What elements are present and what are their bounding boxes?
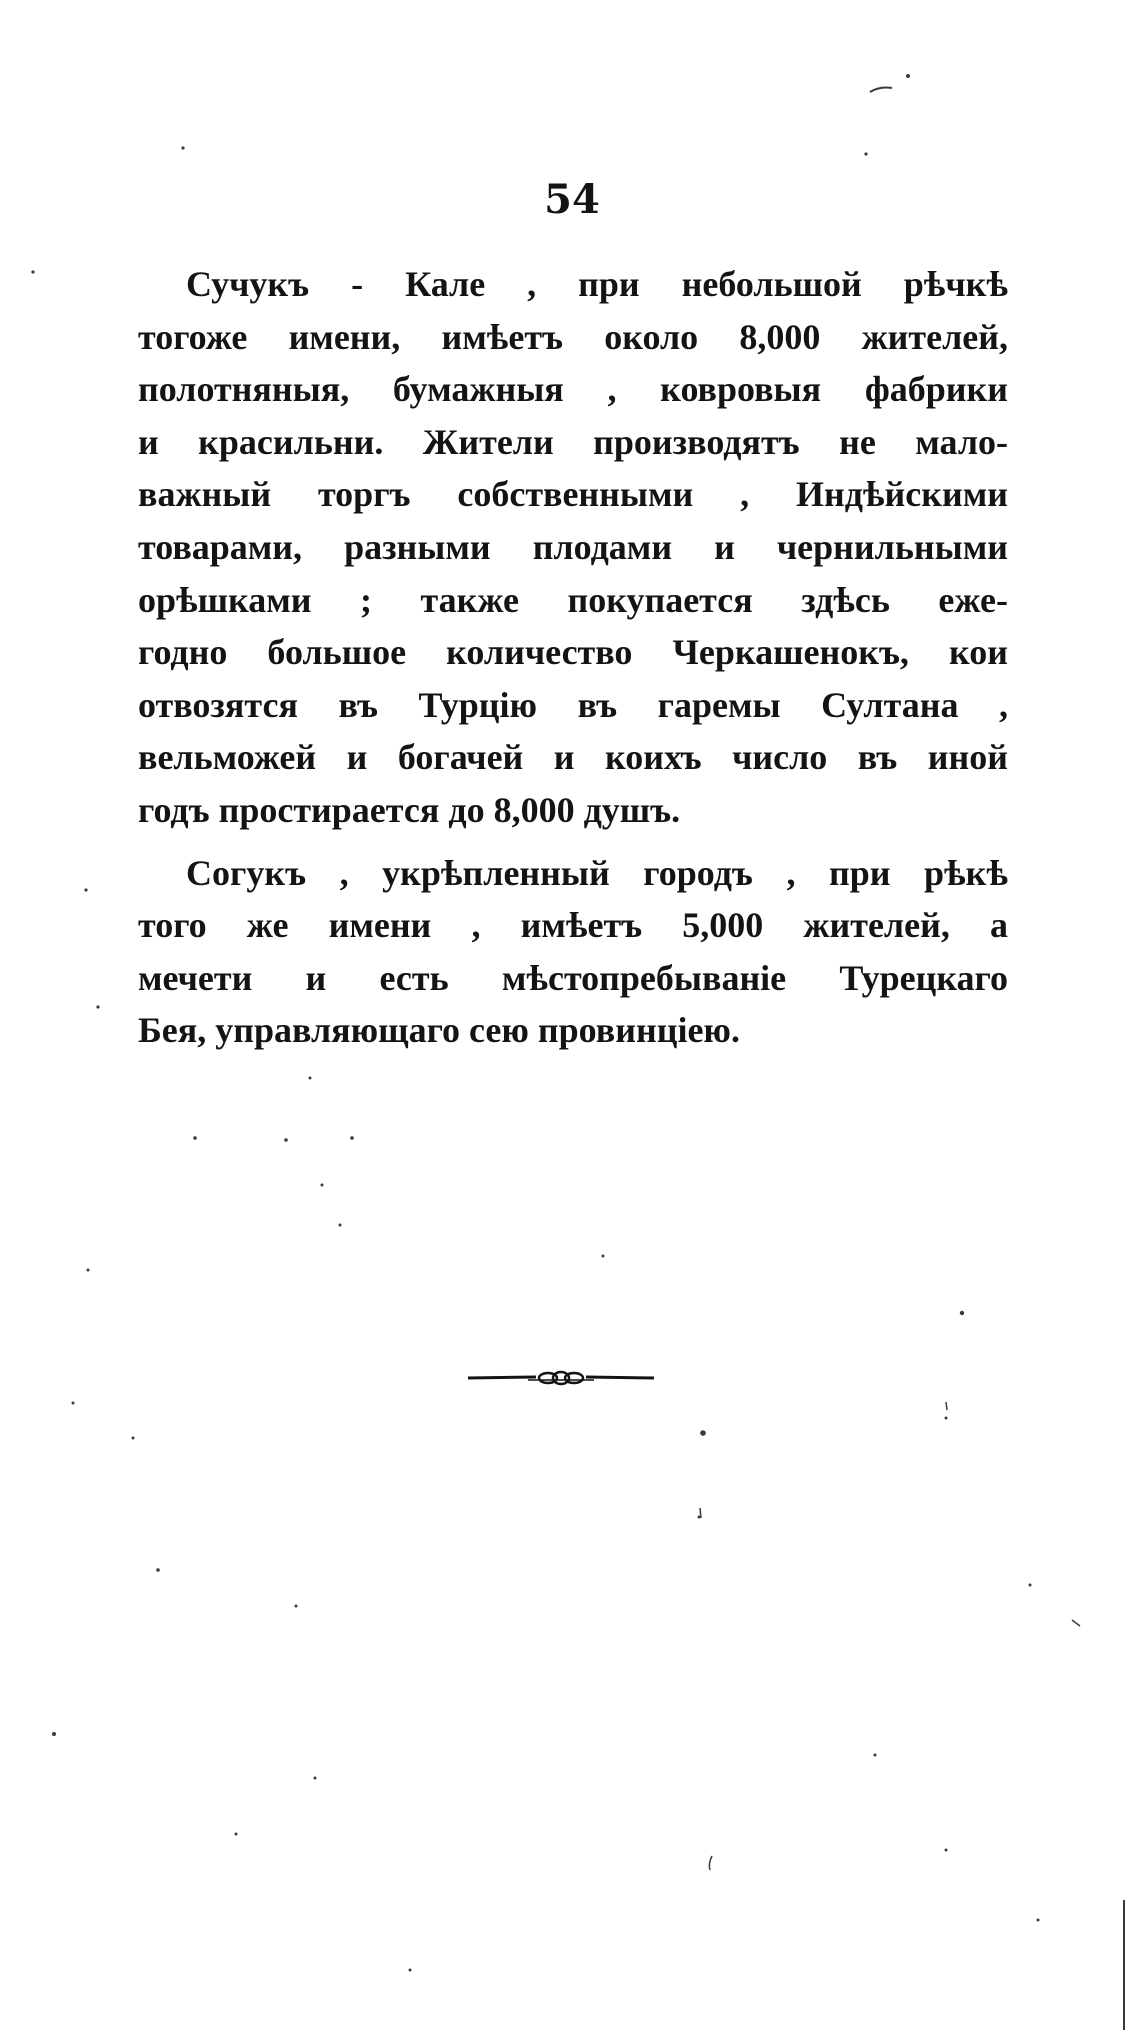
text-line: того же имени , имѣетъ 5,000 жителей, а [138, 905, 1008, 946]
paragraph-2 [138, 847, 1008, 1057]
text-line: отвозятся въ Турцію въ гаремы Султана , [138, 684, 1008, 725]
text-line: годно большое количество Черкашенокъ, кои [138, 632, 1008, 673]
text-line: и красильни. Жители производятъ не мало- [138, 421, 1008, 462]
text-line: годъ простирается до 8,000 душъ. [138, 789, 681, 830]
text-line: Сучукъ - Кале , при небольшой рѣчкѣ [186, 264, 1008, 304]
page-number: 54 [544, 176, 600, 223]
text-line: важный торгъ собственными , Индѣйскими [138, 474, 1008, 515]
text-line: вельможей и богачей и коихъ число въ иной [138, 737, 1008, 778]
divider-ornament-icon [466, 1366, 656, 1390]
text-line: Согукъ , укрѣпленный городъ , при рѣкѣ [186, 852, 1008, 893]
paragraph-1 [138, 258, 1008, 837]
text-line: мечети и есть мѣстопребываніе Турецкаго [138, 957, 1008, 998]
text-line: товарами, разными плодами и чернильными [138, 526, 1008, 567]
text-line: полотняныя, бумажныя , ковровыя фабрики [138, 369, 1008, 410]
text-line: тогоже имени, имѣетъ около 8,000 жителей, [138, 316, 1008, 357]
text-body [138, 258, 1008, 1057]
text-line: Бея, управляющаго сею провинціею. [138, 1010, 740, 1051]
text-line: орѣшками ; также покупается здѣсь еже- [138, 579, 1008, 620]
